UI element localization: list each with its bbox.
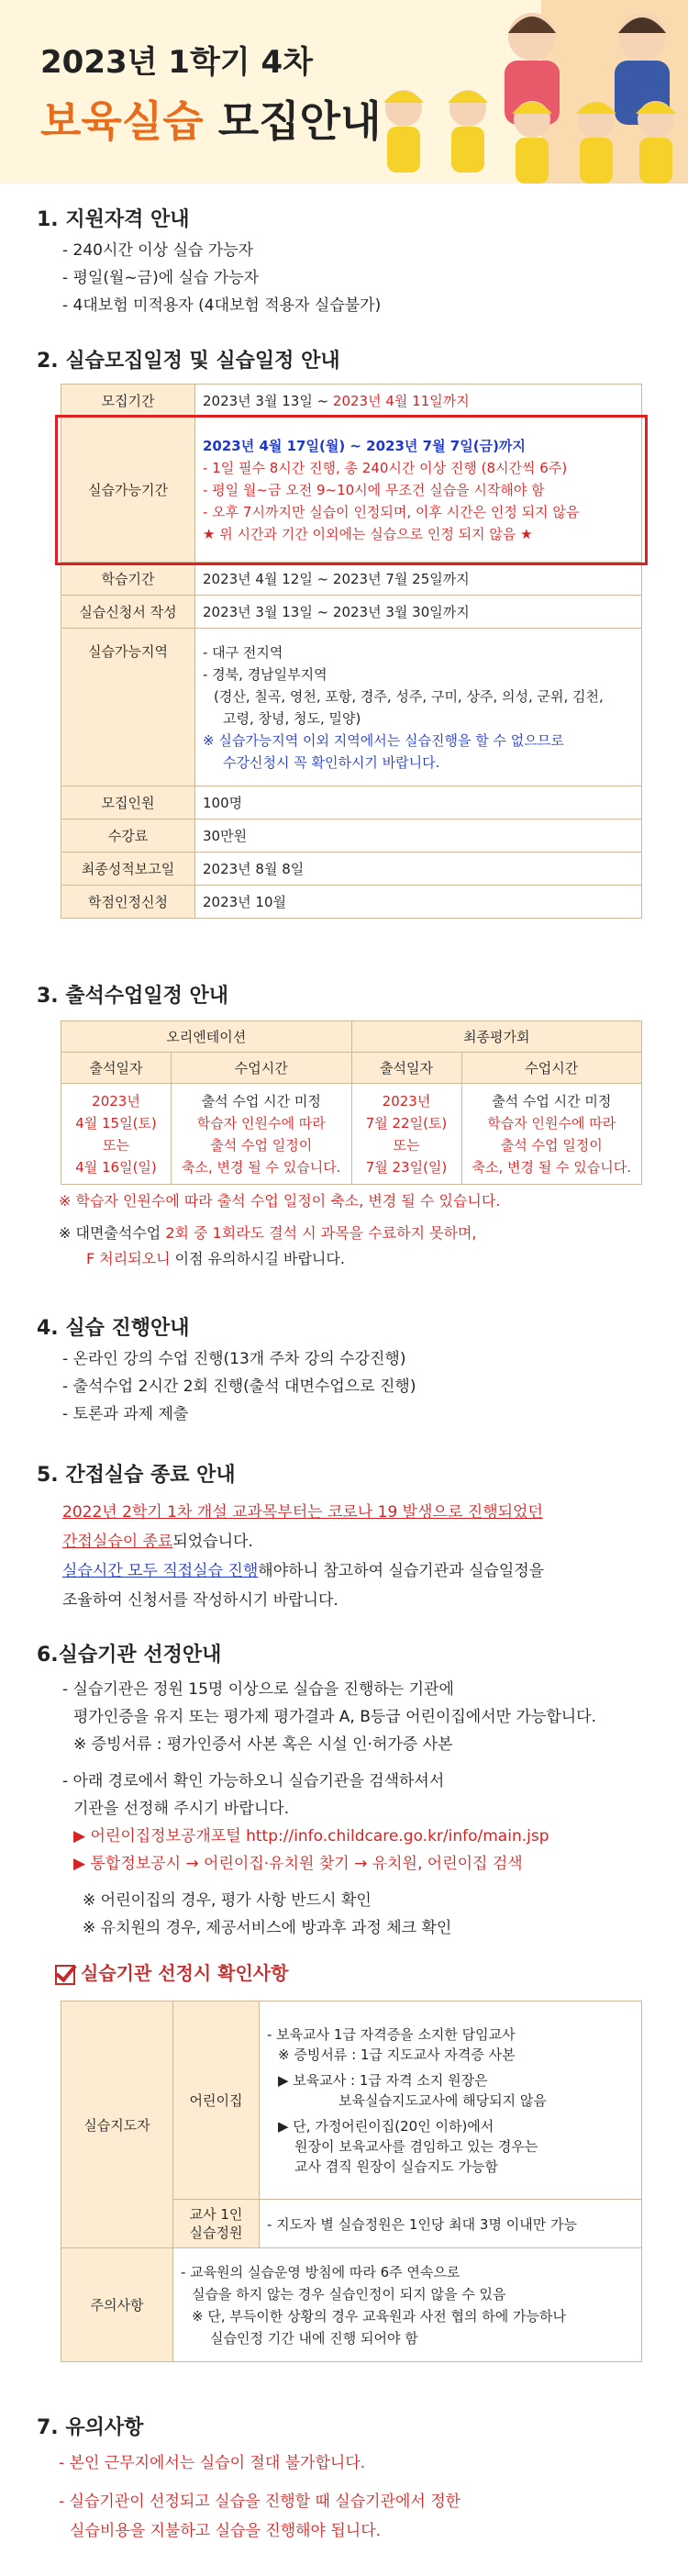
- cell-label: 주의사항: [61, 2248, 173, 2362]
- list-item: - 출석수업 2시간 2회 진행(출석 대면수업으로 진행): [62, 1377, 416, 1396]
- cell-value: 30만원: [195, 820, 642, 853]
- section7-title: 7. 유의사항: [37, 2416, 144, 2439]
- final-date: 2023년 7월 22일(토) 또는 7월 23일(일): [351, 1084, 461, 1185]
- section3-title: 3. 출석수업일정 안내: [37, 985, 228, 1008]
- section1-title: 1. 지원자격 안내: [37, 208, 190, 231]
- indirect-end-notice: 2022년 2학기 1차 개설 교과목부터는 코로나 19 발생으로 진행되었던 간접실습이 종료되었습니다. 실습시간 모두 직접실습 진행해야하니 참고하여 실습기관과 실습일정을 조율하여 신청서를 작성하시기 바랍니다.: [62, 1503, 545, 1610]
- cell-value: - 교육원의 실습운영 방침에 따라 6주 연속으로 실습을 하지 않는 경우 실습인정이 되지 않을 수 있음 ※ 단, 부득이한 상황의 경우 교육원과 사전 협의 하에 가능하나 실습인정 기간 내에 진행 되어야 함: [173, 2248, 642, 2362]
- attendance-table: [61, 1020, 642, 1185]
- eligibility-list: [62, 237, 381, 319]
- list-item: - 토론과 과제 제출: [62, 1405, 189, 1423]
- col-orientation: 오리엔테이션: [61, 1021, 352, 1053]
- section4-title: 4. 실습 진행안내: [37, 1317, 190, 1340]
- col-date: 출석일자: [61, 1053, 172, 1084]
- col-date: 출석일자: [351, 1053, 461, 1084]
- cell-value: 2023년 3월 13일 ~ 2023년 3월 30일까지: [195, 596, 642, 629]
- cell-value: - 보육교사 1급 자격증을 소지한 담임교사 ※ 증빙서류 : 1급 지도교사 자격증 사본 ▶ 보육교사 : 1급 자격 소지 원장은 보육실습지도교사에 해당되지 않음 ▶ 단, 가정어린이집(20인 이하)에서 원장이 보육교사를 겸임하고 있는 경우는 교사 겸직 원장이 실습지도 가능함: [260, 2002, 642, 2200]
- cell-label: 모집기간: [61, 385, 195, 418]
- orientation-time: 출석 수업 시간 미정 학습자 인원수에 따라 출석 수업 일정이 축소, 변경 될 수 있습니다.: [172, 1084, 352, 1185]
- cell-label: 모집인원: [61, 786, 195, 820]
- childcare-portal-link[interactable]: http://info.childcare.go.kr/info/main.jsp: [246, 1827, 549, 1846]
- cell-label: 교사 1인 실습정원: [173, 2200, 260, 2248]
- cell-value: 2023년 10월: [195, 886, 642, 919]
- title-line2: [40, 88, 382, 149]
- list-item: - 4대보험 미적용자 (4대보험 적용자 실습불가): [62, 296, 382, 315]
- title-rest: 모집안내: [203, 96, 382, 146]
- highlight-box: [55, 415, 648, 565]
- cell-value: 2023년 4월 17일(월) ~ 2023년 7월 7일(금)까지 - 1일 필수 8시간 진행, 총 240시간 이상 진행 (8시간씩 6주) - 평일 월~금 오전 9~10시에 무조건 실습을 시작해야 함 - 오후 7시까지만 실습이 인정되며, 이후 시간은 인정 되지 않음 ★ 위 시간과 기간 이외에는 실습으로 인정 되지 않음 ★: [195, 418, 642, 563]
- section5-title: 5. 간접실습 종료 안내: [37, 1464, 236, 1487]
- checklist-title: 실습기관 선정시 확인사항: [55, 1958, 288, 1985]
- section2-title: 2. 실습모집일정 및 실습일정 안내: [37, 350, 340, 373]
- col-time: 수업시간: [172, 1053, 352, 1084]
- progress-list: [62, 1345, 416, 1428]
- search-path: ▶ 통합정보공시 → 어린이집·유치원 찾기 → 유치원, 어린이집 검색: [73, 1855, 523, 1873]
- cell-label: 학습기간: [61, 563, 195, 596]
- cell-label: 실습가능기간: [61, 418, 195, 563]
- col-time: 수업시간: [461, 1053, 642, 1084]
- cell-value: 2023년 4월 12일 ~ 2023년 7월 25일까지: [195, 563, 642, 596]
- attendance-note1: ※ 학습자 인원수에 따라 출석 수업 일정이 축소, 변경 될 수 있습니다.: [59, 1192, 501, 1210]
- header-banner: [0, 0, 688, 184]
- checklist-table: [61, 2001, 642, 2362]
- cell-label: 수강료: [61, 820, 195, 853]
- checkbox-icon: [55, 1965, 75, 1985]
- cell-value: 100명: [195, 786, 642, 820]
- cell-value: - 지도자 별 실습정원은 1인당 최대 3명 이내만 가능: [260, 2200, 642, 2248]
- cell-label: 최종성적보고일: [61, 853, 195, 886]
- cell-value: 2023년 3월 13일 ~ 2023년 4월 11일까지: [195, 385, 642, 418]
- orientation-date: 2023년 4월 15일(토) 또는 4월 16일(일): [61, 1084, 172, 1185]
- caution-list: - 본인 근무지에서는 실습이 절대 불가합니다. - 실습기관이 선정되고 실습을 진행할 때 실습기관에서 정한 실습비용을 지불하고 실습을 진행해야 됩니다.: [59, 2454, 461, 2540]
- cell-value: - 대구 전지역 - 경북, 경남일부지역 (경산, 칠곡, 영천, 포항, 경주, 성주, 구미, 상주, 의성, 군위, 김천, 고령, 창녕, 청도, 밀양) ※ 실습가능지역 이외 지역에서는 실습진행을 할 수 없으므로 수강신청시 꼭 확인하시기 바랍니다.: [195, 629, 642, 786]
- section6-title: 6.실습기관 선정안내: [37, 1644, 222, 1667]
- institution-guide: - 실습기관은 정원 15명 이상으로 실습을 진행하는 기관에 평가인증을 유지 또는 평가제 평가결과 A, B등급 어린이집에서만 가능합니다. ※ 증빙서류 : 평가인증서 사본 혹은 시설 인·허가증 사본 - 아래 경로에서 확인 가능하오니 실습기관을 검색하셔서 기관을 선정해 주시기 바랍니다. ▶ 어린이집정보공개포털 http://info.childcare.go.kr/info/main.jsp ▶ 통합정보공시 → 어린이집·유치원 찾기 → 유치원, 어린이집 검색 ※ 어린이집의 경우, 평가 사항 반드시 확인 ※ 유치원의 경우, 제공서비스에 방과후 과정 체크 확인: [62, 1680, 596, 1937]
- cell-label: 실습가능지역: [61, 629, 195, 786]
- list-item: - 온라인 강의 수업 진행(13개 주차 강의 수강진행): [62, 1350, 406, 1368]
- title-line1: 2023년 1학기 4차: [40, 44, 313, 81]
- col-final: 최종평가회: [351, 1021, 642, 1053]
- list-item: - 240시간 이상 실습 가능자: [62, 241, 253, 260]
- cell-label: 실습지도자: [61, 2002, 173, 2248]
- final-time: 출석 수업 시간 미정 학습자 인원수에 따라 출석 수업 일정이 축소, 변경 될 수 있습니다.: [461, 1084, 642, 1185]
- title-highlight: 보육실습: [40, 96, 204, 146]
- children-illustration: [339, 0, 688, 184]
- cell-label: 학점인정신청: [61, 886, 195, 919]
- attendance-note2: ※ 대면출석수업 2회 중 1회라도 결석 시 과목을 수료하지 못하며, F 처리되오니 이점 유의하시길 바랍니다.: [59, 1224, 477, 1267]
- cell-label: 실습신청서 작성: [61, 596, 195, 629]
- cell-label: 어린이집: [173, 2002, 260, 2200]
- list-item: - 평일(월~금)에 실습 가능자: [62, 269, 260, 287]
- cell-value: 2023년 8월 8일: [195, 853, 642, 886]
